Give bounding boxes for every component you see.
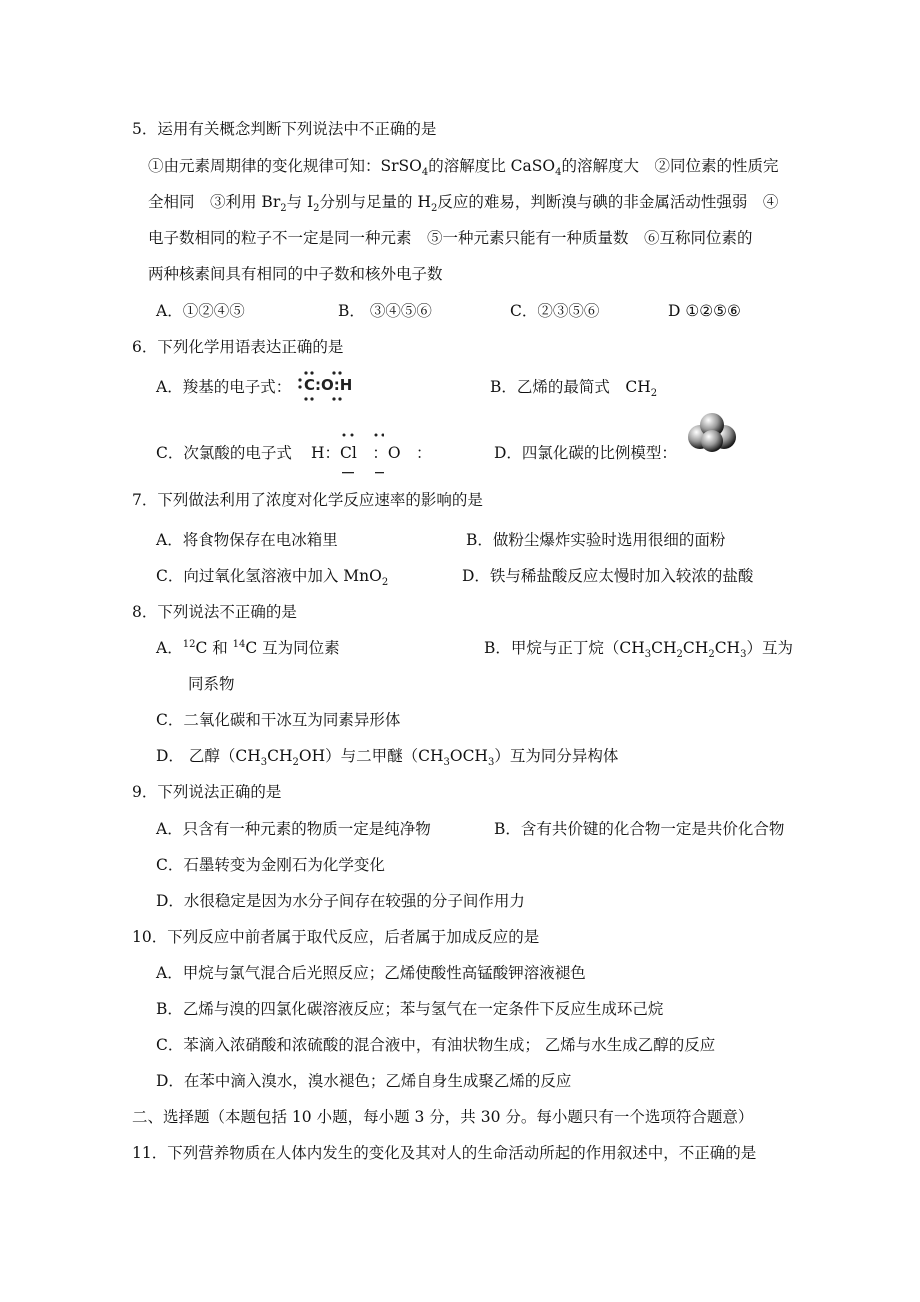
q5-option-d: D ①②⑤⑥ <box>668 302 741 320</box>
q6-option-c-formula: H：Cl ：O ： <box>311 444 432 462</box>
q10-option-b: B．乙烯与溴的四氯化碳溶液反应；苯与氢气在一定条件下反应生成环己烷 <box>156 1000 664 1018</box>
q5-option-c: C．②③⑤⑥ <box>510 302 600 320</box>
q6-option-b: B．乙烯的最简式 $CH_2$ <box>490 378 658 400</box>
q7-option-b: B．做粉尘爆炸实验时选用很细的面粉 <box>466 531 726 549</box>
q5-option-b: B． ③④⑤⑥ <box>338 302 432 320</box>
q5-option-a: A．①②④⑤ <box>156 302 245 320</box>
q9-option-c: C．石墨转变为金刚石为化学变化 <box>156 856 385 874</box>
q8-option-b-continued: 同系物 <box>188 675 235 693</box>
q8-option-c: C．二氧化碳和干冰互为同素异形体 <box>156 711 401 729</box>
q5-statement-line-2: 全相同 ③利用 $Br_2$与 $I_2$分别与足量的 $H_2$反应的难易，判断溴与碘的非金属活动性强弱 ④ <box>148 193 779 215</box>
q10-option-a: A．甲烷与氯气混合后光照反应；乙烯使酸性高锰酸钾溶液褪色 <box>156 964 586 982</box>
q10-option-c: C．苯滴入浓硝酸和浓硫酸的混合液中，有油状物生成； 乙烯与水生成乙醇的反应 <box>156 1036 716 1054</box>
q7-option-a: A．将食物保存在电冰箱里 <box>156 531 338 549</box>
q9-option-d: D．水很稳定是因为水分子间存在较强的分子间作用力 <box>156 892 525 910</box>
q5-statement-line-4: 两种核素间具有相同的中子数和核外电子数 <box>148 265 443 283</box>
q8-option-a: A．$^{12}$C 和 $^{14}$C 互为同位素 <box>156 638 340 657</box>
q10-stem: 10．下列反应中前者属于取代反应，后者属于加成反应的是 <box>132 928 540 946</box>
q6-stem: 6．下列化学用语表达正确的是 <box>132 338 344 356</box>
q8-stem: 8．下列说法不正确的是 <box>132 603 297 621</box>
q10-option-d: D．在苯中滴入溴水，溴水褪色；乙烯自身生成聚乙烯的反应 <box>156 1072 572 1090</box>
q8-option-b: B．甲烷与正丁烷$(CH_3CH_2CH_2CH_3)$互为 <box>484 639 793 661</box>
q5-statement-line-1: ①由元素周期律的变化规律可知：SrSO$_4$的溶解度比 CaSO$_4$的溶解度大 ②同位素的性质完 <box>148 157 779 179</box>
section-2-heading: 二、选择题（本题包括 10 小题，每小题 3 分，共 30 分。每小题只有一个选项符合题意） <box>132 1108 754 1126</box>
q9-stem: 9．下列说法正确的是 <box>132 783 282 801</box>
lone-pair-dots-bottom-icon <box>340 462 384 468</box>
q7-option-c: C．向过氧化氢溶液中加入 MnO$_2$ <box>156 567 389 589</box>
lone-pair-dots-icon <box>340 426 384 436</box>
ccl4-space-filling-model-icon <box>684 412 740 454</box>
q5-stem: 5．运用有关概念判断下列说法中不正确的是 <box>132 120 437 138</box>
q7-option-d: D．铁与稀盐酸反应太慢时加入较浓的盐酸 <box>462 567 754 585</box>
q9-option-b: B．含有共价键的化合物一定是共价化合物 <box>494 820 785 838</box>
q6-option-d: D．四氯化碳的比例模型： <box>494 444 677 462</box>
q9-option-a: A．只含有一种元素的物质一定是纯净物 <box>156 820 431 838</box>
q6-option-c-label: C．次氯酸的电子式 <box>156 444 292 462</box>
q7-stem: 7．下列做法利用了浓度对化学反应速率的影响的是 <box>132 491 483 509</box>
q5-statement-line-3: 电子数相同的粒子不一定是同一种元素 ⑤一种元素只能有一种质量数 ⑥互称同位素的 <box>148 229 753 247</box>
q8-option-d: D． 乙醇$(CH_3CH_2OH)$与二甲醚$(CH_3OCH_3)$互为同分异构体 <box>156 747 619 769</box>
q11-stem: 11．下列营养物质在人体内发生的变化及其对人的生命活动所起的作用叙述中，不正确的是 <box>132 1144 757 1162</box>
q6-option-a: A．羧基的电子式： <box>156 378 292 396</box>
carboxyl-electron-formula-icon <box>296 368 384 404</box>
carboxyl-formula-text: C:O:H <box>304 376 353 394</box>
